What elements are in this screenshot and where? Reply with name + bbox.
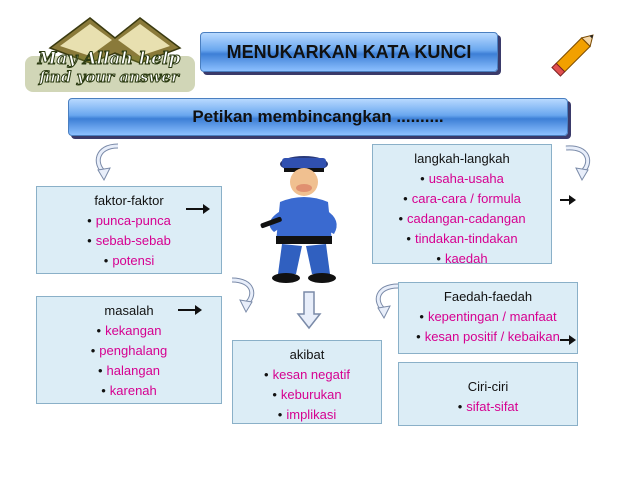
list-item: • potensi: [103, 253, 155, 268]
arrow-right-icon: [560, 199, 574, 201]
logo-word-allah: Allah: [83, 49, 133, 69]
list-item: • implikasi: [277, 407, 337, 422]
arrow-right-icon: [186, 208, 208, 210]
box-faktor-head: faktor-faktor: [94, 193, 164, 208]
list-item: • usaha-usaha: [420, 171, 504, 186]
list-item: • sebab-sebab: [87, 233, 171, 248]
title-banner: [200, 32, 498, 72]
list-item: • kesan negatif: [264, 367, 350, 382]
list-item: • kaedah: [436, 251, 488, 266]
box-masalah-head: masalah: [104, 303, 154, 318]
list-item: • cadangan-cadangan: [398, 211, 526, 226]
arrow-right-icon: [178, 309, 200, 311]
subtitle-banner: [68, 98, 568, 136]
box-ciri-head: Ciri-ciri: [467, 379, 509, 394]
box-akibat: [232, 340, 382, 424]
box-langkah: [372, 144, 552, 264]
box-ciri: [398, 362, 578, 426]
list-item: • tindakan-tindakan: [406, 231, 518, 246]
logo-word-help: help: [138, 49, 181, 69]
box-akibat-head: akibat: [289, 347, 325, 362]
list-item: • keburukan: [272, 387, 342, 402]
list-item: • penghalang: [90, 343, 168, 358]
list-item: • kesan positif / kebaikan: [416, 329, 560, 344]
curved-arrow-icon: [560, 142, 598, 182]
list-item: • kekangan: [96, 323, 162, 338]
logo-text: [24, 50, 194, 86]
list-item: • sifat-sifat: [457, 399, 519, 414]
box-faedah-head: Faedah-faedah: [443, 289, 533, 304]
down-arrow-icon: [296, 290, 322, 330]
arrow-right-icon: [560, 339, 574, 341]
curved-arrow-icon: [88, 142, 126, 182]
policeman-icon: [252, 150, 352, 285]
box-langkah-head: langkah-langkah: [414, 151, 510, 166]
box-faedah: [398, 282, 578, 354]
list-item: • karenah: [101, 383, 157, 398]
page-subtitle: Petikan membincangkan ..........: [192, 107, 444, 126]
box-faktor: [36, 186, 222, 274]
logo-word-may: May: [37, 49, 78, 69]
list-item: • punca-punca: [87, 213, 171, 228]
pencil-icon: [548, 24, 604, 80]
logo-line2: find your answer: [39, 68, 179, 86]
list-item: • kepentingan / manfaat: [419, 309, 557, 324]
list-item: • halangan: [97, 363, 161, 378]
page-title: MENUKARKAN KATA KUNCI: [226, 41, 472, 62]
list-item: • cara-cara / formula: [403, 191, 521, 206]
